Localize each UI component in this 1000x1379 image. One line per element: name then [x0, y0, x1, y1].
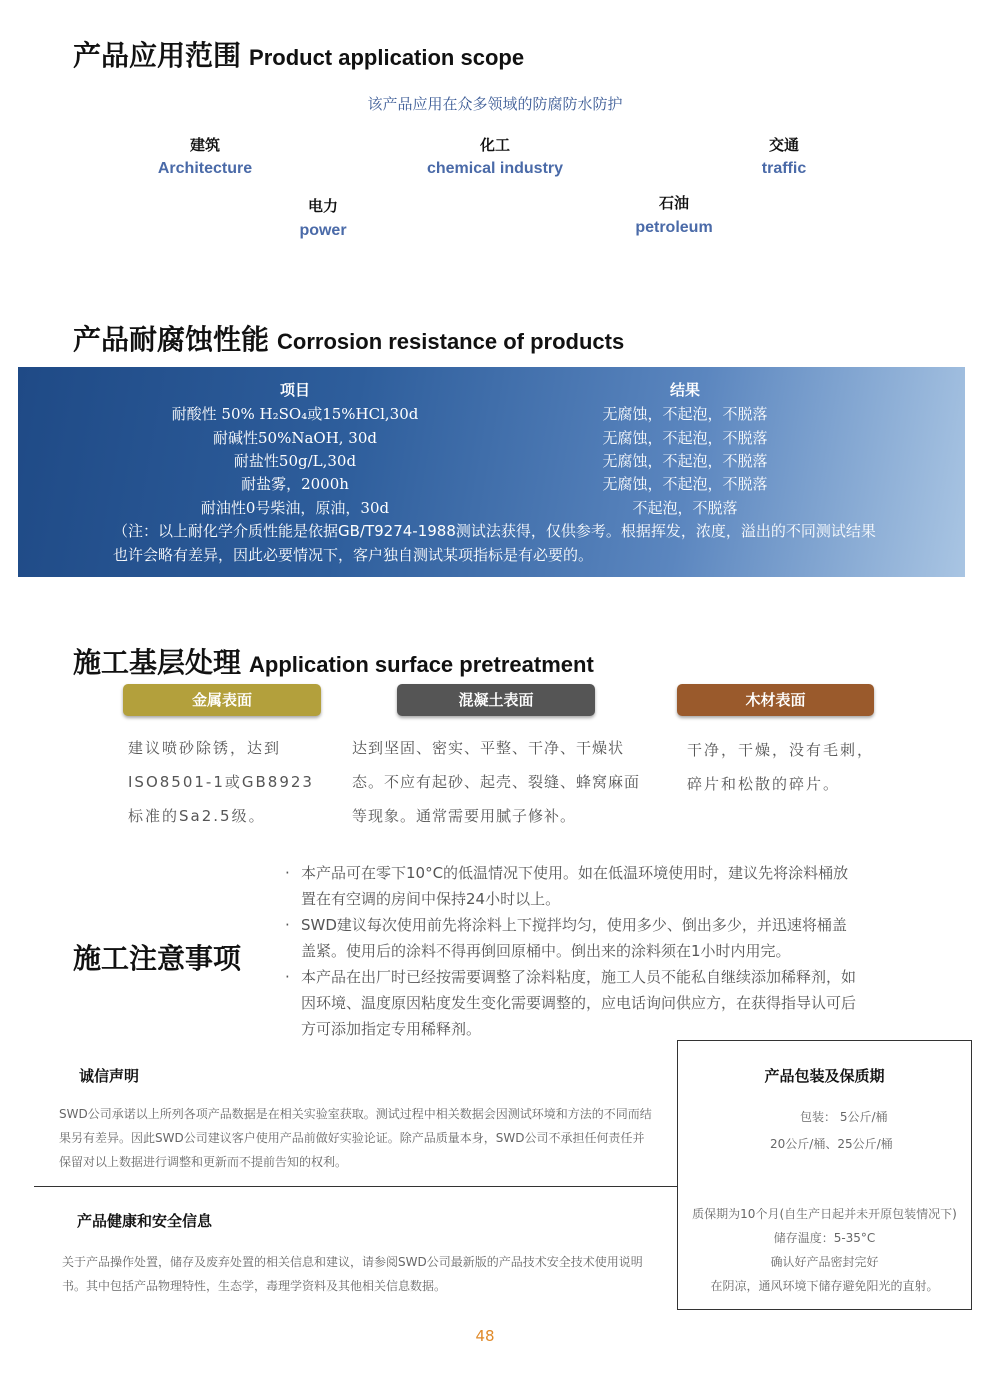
area-power-zh: 电力	[307, 197, 338, 215]
wood-surface-text: 干净，干燥，没有毛刺，碎片和松散的碎片。	[687, 741, 875, 793]
concrete-surface-label: 混凝土表面	[397, 684, 595, 716]
row-result: 无腐蚀，不起泡，不脱落	[602, 475, 768, 493]
row-result: 不起泡，不脱落	[632, 499, 738, 517]
scope-title-zh: 产品应用范围	[73, 39, 242, 72]
wood-surface-label: 木材表面	[677, 684, 874, 716]
header-result: 结果	[669, 381, 700, 399]
metal-surface-text: 建议喷砂除锈，达到ISO8501-1或GB8923标准的Sa2.5级。	[128, 739, 314, 825]
notes-item: · 本产品在出厂时已经按需要调整了涂料粘度，施工人员不能私自继续添加稀释剂，如因环境、温度原因粘度发生变化需要调整的，应电话询问供应方，在获得指导认可后方可添加指定专用稀释剂。	[285, 964, 860, 1042]
health-text: 关于产品操作处置，储存及废弃处置的相关信息和建议，请参阅SWD公司最新版的产品技术安全技术使用说明书。其中包括产品物理特性，生态学，毒理学资料及其他相关信息数据。	[62, 1255, 643, 1293]
metal-surface-label: 金属表面	[123, 684, 321, 716]
area-petroleum-en: petroleum	[635, 219, 713, 236]
row-item: 耐酸性 50% H₂SO₄或15%HCl,30d	[171, 405, 419, 423]
area-architecture-zh: 建筑	[189, 136, 220, 154]
packaging-box	[677, 1040, 972, 1310]
pack-line-2: 20公斤/桶、25公斤/桶	[770, 1137, 893, 1151]
area-power-en: power	[299, 222, 347, 239]
health-title: 产品健康和安全信息	[77, 1212, 213, 1230]
area-petroleum-zh: 石油	[658, 194, 689, 212]
shelf-line-1: 质保期为10个月(自生产日起并未开原包装情况下)	[692, 1207, 957, 1221]
integrity-text: SWD公司承诺以上所列各项产品数据是在相关实验室获取。测试过程中相关数据会因测试环境和方法的不同而结果另有差异。因此SWD公司建议客户使用产品前做好实验论证。除产品质量本身，SWD公司不承担任何责任并保留对以上数据进行调整和更新而不提前告知的权利。	[59, 1107, 652, 1169]
row-result: 无腐蚀，不起泡，不脱落	[602, 429, 768, 447]
shelf-line-2: 储存温度：5-35°C	[773, 1231, 876, 1245]
scope-subtitle: 该产品应用在众多领域的防腐防水防护	[367, 95, 623, 113]
shelf-line-4: 在阴凉，通风环境下储存避免阳光的直射。	[710, 1279, 939, 1293]
corrosion-table	[18, 367, 965, 577]
page-number: 48	[475, 1327, 495, 1345]
pretreatment-title	[73, 641, 594, 681]
row-item: 耐油性0号柴油，原油，30d	[200, 499, 390, 517]
notes-item: · SWD建议每次使用前先将涂料上下搅拌均匀，使用多少、倒出多少，并迅速将桶盖盖紧。使用后的涂料不得再倒回原桶中。倒出来的涂料须在1小时内用完。	[285, 912, 860, 964]
area-architecture-en: Architecture	[157, 160, 253, 177]
row-item: 耐盐性50g/L,30d	[233, 452, 357, 470]
area-traffic-en: traffic	[761, 160, 807, 177]
notes-list	[285, 860, 860, 1042]
row-item: 耐碱性50%NaOH, 30d	[212, 429, 377, 447]
corrosion-title-en: Corrosion resistance of products	[277, 329, 625, 354]
integrity-title: 诚信声明	[79, 1067, 140, 1085]
packaging-title: 产品包装及保质期	[764, 1067, 885, 1085]
corrosion-title-zh: 产品耐腐蚀性能	[73, 323, 270, 356]
area-traffic-zh: 交通	[768, 136, 799, 154]
area-chemical-zh: 化工	[479, 136, 510, 154]
row-item: 耐盐雾，2000h	[241, 475, 349, 493]
header-item: 项目	[279, 381, 310, 399]
corrosion-note: （注：以上耐化学介质性能是依据GB/T9274-1988测试法获得，仅供参考。根据挥发，浓度，溢出的不同测试结果也许会略有差异，因此必要情况下，客户独自测试某项指标是有必要的。	[113, 522, 876, 564]
row-result: 无腐蚀，不起泡，不脱落	[602, 405, 768, 423]
pretreatment-title-en: Application surface pretreatment	[249, 652, 594, 677]
pretreatment-title-zh: 施工基层处理	[73, 646, 242, 679]
shelf-line-3: 确认好产品密封完好	[770, 1255, 879, 1269]
corrosion-title	[73, 318, 624, 358]
row-result: 无腐蚀，不起泡，不脱落	[602, 452, 768, 470]
scope-title-en: Product application scope	[249, 45, 525, 70]
scope-title	[73, 34, 524, 74]
concrete-surface-text: 达到坚固、密实、平整、干净、干燥状态。不应有起砂、起壳、裂缝、蜂窝麻面等现象。通常需要用腻子修补。	[352, 739, 641, 825]
area-chemical-en: chemical industry	[426, 160, 564, 177]
divider	[34, 1186, 677, 1187]
notes-title: 施工注意事项	[73, 942, 242, 975]
notes-item: · 本产品可在零下10°C的低温情况下使用。如在低温环境使用时，建议先将涂料桶放置在有空调的房间中保持24小时以上。	[285, 860, 860, 912]
pack-line-1: 包装： 5公斤/桶	[800, 1110, 888, 1124]
